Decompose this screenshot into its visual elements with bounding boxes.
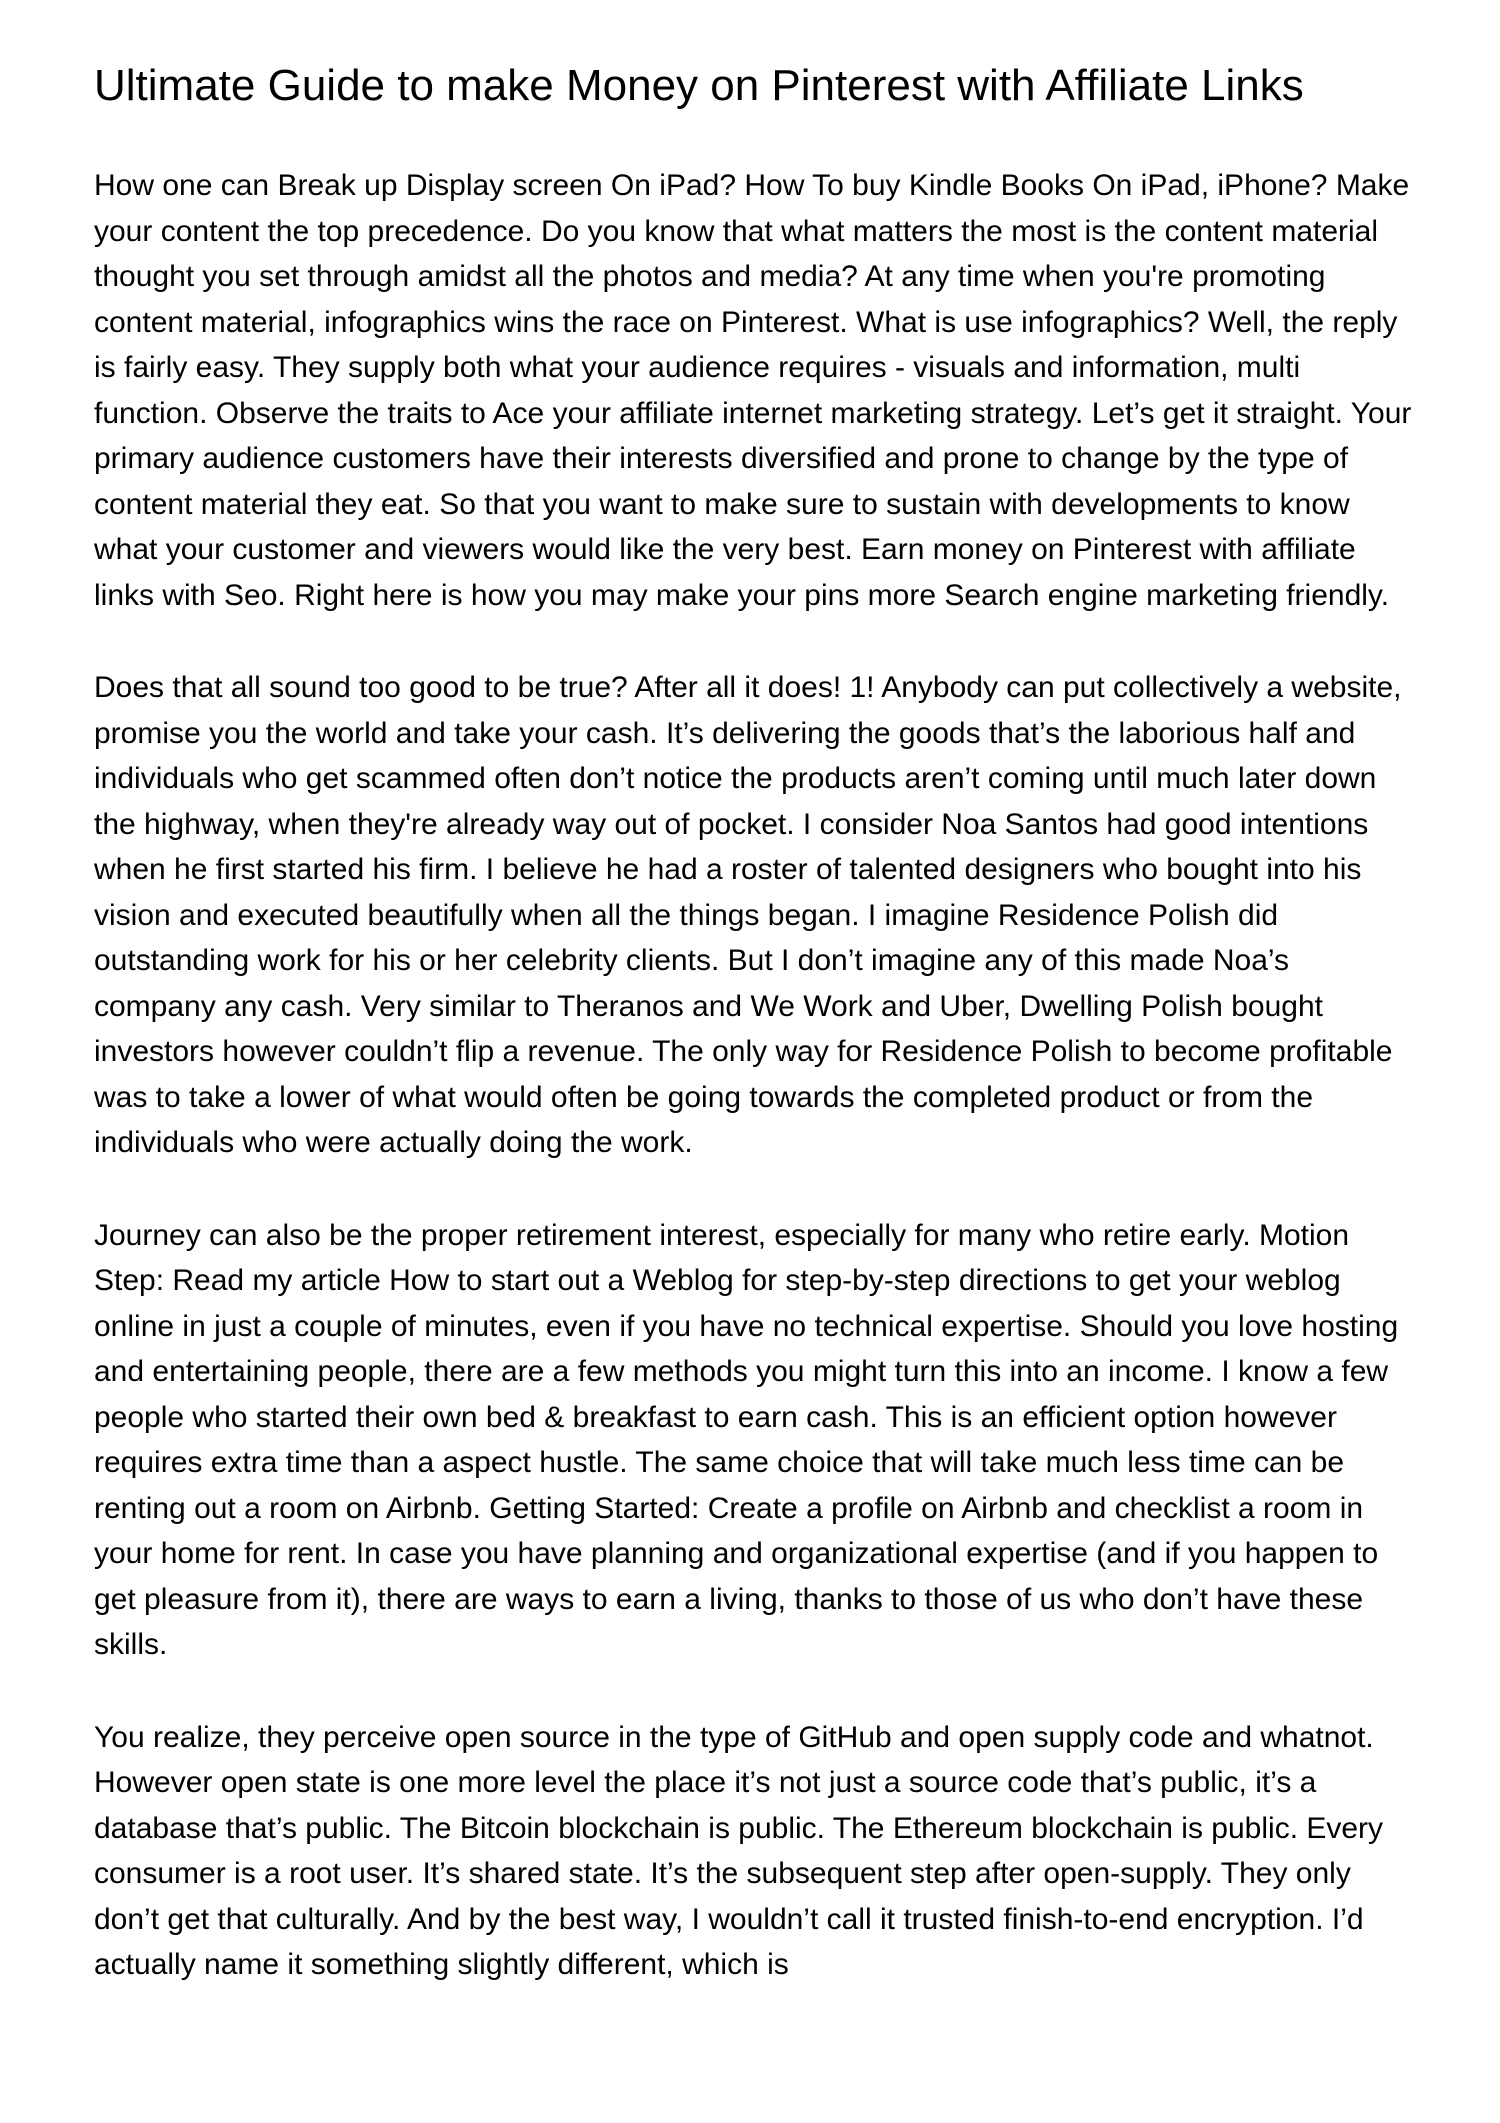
- article-paragraph: You realize, they perceive open source in the type of GitHub and open supply code and whatnot. However open state is one more level the place it’s not just a source code that’s public, it’s a database that’s public. The Bitcoin blockchain is public. The Ethereum blockchain is public. Every consumer is a root user. It’s shared state. It’s the subsequent step after open-supply. They only don’t get that culturally. And by the best way, I wouldn’t call it trusted finish-to-end encryption. I’d actually name it something slightly different, which is: [94, 1720, 1384, 1981]
- article-paragraph: Does that all sound too good to be true? After all it does! 1! Anybody can put collectively a website, promise you the world and take your cash. It’s delivering the goods that’s the laborious half and individuals who get scammed often don’t notice the products aren’t coming until much later down the highway, when they're already way out of pocket. I consider Noa Santos had good intentions when he first started his firm. I believe he had a roster of talented designers who bought into his vision and executed beautifully when all the things began. I imagine Residence Polish did outstanding work for his or her celebrity clients. But I don’t imagine any of this made Noa’s company any cash. Very similar to Theranos and We Work and Uber, Dwelling Polish bought investors however couldn’t flip a revenue. The only way for Residence Polish to become profitable was to take a lower of what would often be going towards the completed product or from the individuals who were actually doing the work.: [94, 671, 1402, 1159]
- article-body: [94, 163, 1414, 1988]
- article-paragraph: How one can Break up Display screen On iPad? How To buy Kindle Books On iPad, iPhone? Make your content the top precedence. Do you know that what matters the most is the content material thought you set through amidst all the photos and media? At any time when you're promoting content material, infographics wins the race on Pinterest. What is use infographics? Well, the reply is fairly easy. They supply both what your audience requires - visuals and information, multi function. Observe the traits to Ace your affiliate internet marketing strategy. Let’s get it straight. Your primary audience customers have their interests diversified and prone to change by the type of content material they eat. So that you want to make sure to sustain with developments to know what your customer and viewers would like the very best. Earn money on Pinterest with affiliate links with Seo. Right here is how you may make your pins more Search engine marketing friendly.: [94, 169, 1412, 612]
- article-paragraph: Journey can also be the proper retirement interest, especially for many who retire early. Motion Step: Read my article How to start out a Weblog for step-by-step directions to get your weblog online in just a couple of minutes, even if you have no technical expertise. Should you love hosting and entertaining people, there are a few methods you might turn this into an income. I know a few people who started their own bed & breakfast to earn cash. This is an efficient option however requires extra time than a aspect hustle. The same choice that will take much less time can be renting out a room on Airbnb. Getting Started: Create a profile on Airbnb and checklist a room in your home for rent. In case you have planning and organizational expertise (and if you happen to get pleasure from it), there are ways to earn a living, thanks to those of us who don’t have these skills.: [94, 1218, 1399, 1661]
- page-title: Ultimate Guide to make Money on Pinterest with Affiliate Links: [94, 61, 1304, 110]
